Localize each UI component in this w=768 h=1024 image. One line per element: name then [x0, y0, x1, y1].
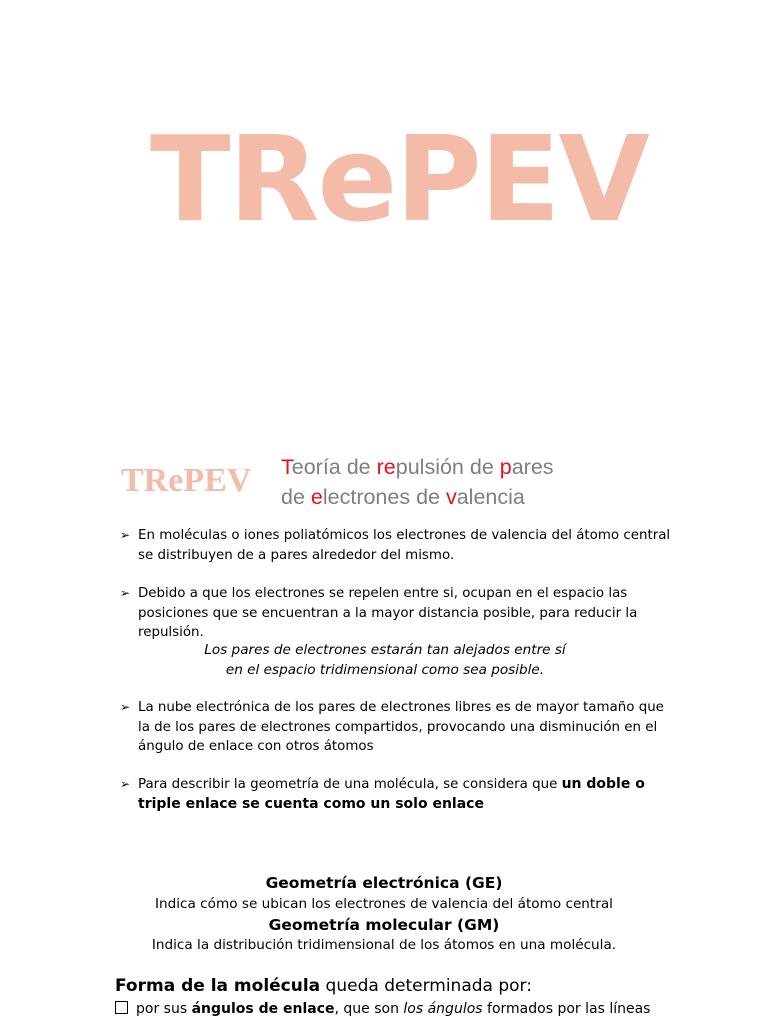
- bullet-text-normal: Para describir la geometría de una molécula, se considera que: [138, 777, 562, 792]
- expansion-part: T: [281, 455, 292, 479]
- expansion-line-1: [281, 452, 554, 482]
- ge-title: Geometría electrónica (GE): [265, 874, 503, 892]
- bullet-text: La nube electrónica de los pares de electrones libres es de mayor tamaño que la de los pares de electrones compartidos, provocando una disminución en el ángulo de enlace con otros átomos: [138, 700, 664, 754]
- expansion-part: e: [310, 485, 323, 509]
- forma-bold: Forma de la molécula: [115, 976, 321, 996]
- criterion-italic: los ángulos: [403, 1001, 483, 1017]
- bullet-item: [120, 526, 680, 565]
- gm-description: Indica la distribución tridimensional de los átomos en una molécula.: [151, 937, 617, 953]
- expansion-part: re: [376, 455, 396, 479]
- criterion-suffix: formados por las líneas: [482, 1001, 651, 1017]
- hero-title: TRePEV: [150, 110, 648, 248]
- bullet-text: En moléculas o iones poliatómicos los electrones de valencia del átomo central se distribuyen de a pares alrededor del mismo.: [138, 528, 671, 563]
- expansion-part: alencia: [456, 485, 525, 509]
- arrow-bullet-icon: ➢: [120, 528, 131, 542]
- bullet-item: [120, 775, 680, 814]
- expansion-line-2: [281, 482, 554, 512]
- expansion-part: lectrones de: [322, 485, 446, 509]
- bullet-item: [120, 698, 680, 757]
- expansion-part: ares: [511, 455, 554, 479]
- expansion-part: v: [445, 485, 457, 509]
- bullet-text-strong: un doble o triple enlace se cuenta como un solo enlace: [138, 776, 645, 812]
- expansion-part: pulsión de: [395, 455, 500, 479]
- bullet-text: [138, 775, 680, 814]
- forma-rest: queda determinada por:: [320, 976, 532, 996]
- arrow-bullet-icon: ➢: [120, 700, 131, 714]
- quote-line-1: Los pares de electrones estarán tan alejados entre sí: [204, 642, 566, 658]
- criterion-bold: ángulos de enlace: [191, 1001, 335, 1017]
- bullet-item: [120, 584, 680, 643]
- acronym-expansion: [281, 452, 554, 512]
- criterion-middle: , que son: [334, 1001, 404, 1017]
- ge-description: Indica cómo se ubican los electrones de valencia del átomo central: [155, 896, 613, 912]
- criterion-prefix: por sus: [136, 1001, 192, 1017]
- checkbox-bullet-icon: [115, 1001, 128, 1014]
- forma-heading: [115, 976, 532, 996]
- expansion-part: eoría de: [291, 455, 377, 479]
- arrow-bullet-icon: ➢: [120, 777, 131, 791]
- quote-line-2: en el espacio tridimensional como sea posible.: [225, 662, 545, 678]
- expansion-part: p: [499, 455, 512, 479]
- small-title: TRePEV: [121, 462, 252, 499]
- expansion-part: de: [281, 485, 311, 509]
- bullet-text: Debido a que los electrones se repelen entre si, ocupan en el espacio las posiciones que se encuentran a la mayor distancia posible, para reducir la repulsión.: [138, 586, 638, 640]
- gm-title: Geometría molecular (GM): [268, 916, 500, 934]
- criterion-item: [115, 999, 675, 1019]
- arrow-bullet-icon: ➢: [120, 586, 131, 600]
